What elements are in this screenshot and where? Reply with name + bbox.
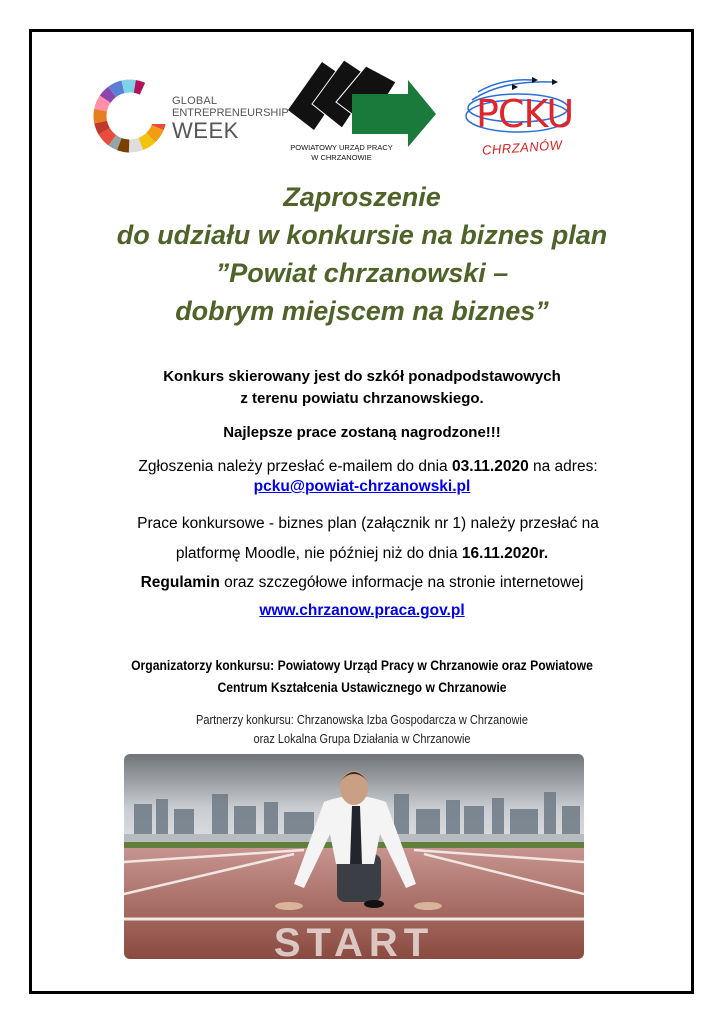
invitation-title: Zaproszenie do udziału w konkursie na biznes plan ”Powiat chrzanowski – dobrym miejscem na biznes” [116,182,608,326]
website-link[interactable]: www.chrzanow.praca.gov.pl [259,602,465,619]
start-line-photo [124,754,584,959]
pup-arrow-icon [284,52,444,147]
businessman-start-illustration [124,754,584,959]
email-link[interactable]: pcku@powiat-chrzanowski.pl [253,478,471,495]
partners: Partnerzy konkursu: Chrzanowska Izba Gospodarcza w Chrzanowie oraz Lokalna Grupa Działania w Chrzanowie [195,713,528,746]
works-deadline: 16.11.2020r. [461,545,549,562]
pcku-wordmark: PCKU [476,92,574,136]
works-line-2: platformę Moodle, nie później niż do dnia 16.11.2020r. [175,545,549,562]
submission-info: Zgłoszenia należy przesłać e-mailem do dnia 03.11.2020 na adres: [138,458,598,475]
submission-deadline: 03.11.2020 [451,458,529,475]
organizers: Organizatorzy konkursu: Powiatowy Urząd Pracy w Chrzanowie oraz Powiatowe Centrum Kształcenia Ustawicznego w Chrzanowie [131,658,593,695]
target-audience: Konkurs skierowany jest do szkół ponadpodstawowych z terenu powiatu chrzanowskiego. [163,368,561,407]
global-entrepreneurship-week-logo [92,78,289,164]
pcku-chrzanow-logo [462,70,577,165]
website-row [40,602,684,620]
email-row [40,478,684,496]
pcku-city: CHRZANÓW [481,137,563,158]
gew-ring-icon [92,78,168,154]
start-text: START [273,921,435,959]
pup-caption: POWIATOWY URZĄD PRACY W CHRZANOWIE [290,143,393,162]
rules-info: Regulamin oraz szczegółowe informacje na stronie internetowej [140,574,584,591]
gew-wordmark: GLOBAL ENTREPRENEURSHIP WEEK [172,95,289,143]
powiatowy-urzad-pracy-logo [284,52,444,167]
prize-note: Najlepsze prace zostaną nagrodzone!!! [223,424,501,441]
works-line-1: Prace konkursowe - biznes plan (załącznik nr 1) należy przesłać na [137,515,599,532]
